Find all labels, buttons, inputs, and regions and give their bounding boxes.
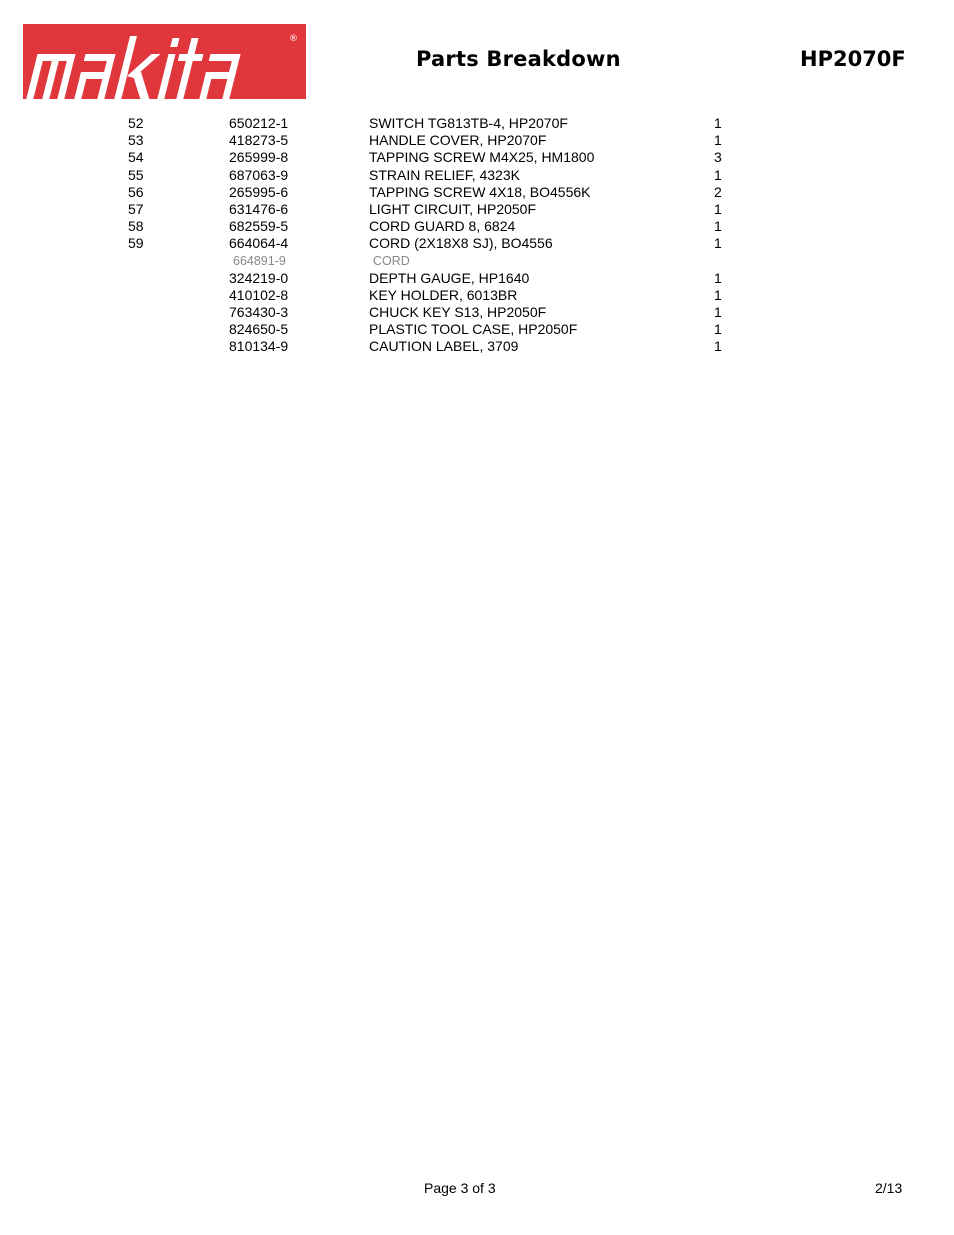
part-number: 664064-4 bbox=[229, 235, 289, 252]
part-description: KEY HOLDER, 6013BR bbox=[369, 286, 518, 303]
table-row bbox=[0, 321, 954, 338]
item-number: 56 bbox=[128, 183, 144, 200]
part-description: TAPPING SCREW M4X25, HM1800 bbox=[369, 149, 595, 166]
quantity: 1 bbox=[714, 166, 722, 183]
part-description: CORD (2X18X8 SJ), BO4556 bbox=[369, 235, 553, 252]
part-number: 324219-0 bbox=[229, 269, 289, 286]
quantity: 1 bbox=[714, 115, 722, 131]
part-description: PLASTIC TOOL CASE, HP2050F bbox=[369, 321, 578, 338]
quantity: 1 bbox=[714, 200, 722, 217]
part-description: LIGHT CIRCUIT, HP2050F bbox=[369, 200, 537, 217]
table-row bbox=[0, 218, 954, 235]
part-number: 410102-8 bbox=[229, 286, 289, 303]
table-row bbox=[0, 167, 954, 184]
table-row bbox=[0, 149, 954, 166]
part-number: 265995-6 bbox=[229, 183, 289, 200]
item-number: 59 bbox=[128, 235, 144, 252]
part-description: HANDLE COVER, HP2070F bbox=[369, 132, 547, 149]
part-number: 682559-5 bbox=[229, 218, 289, 235]
makita-logo bbox=[23, 24, 306, 99]
table-row bbox=[0, 235, 954, 252]
quantity: 1 bbox=[714, 338, 722, 355]
part-number: 631476-6 bbox=[229, 200, 289, 217]
page-title: Parts Breakdown bbox=[416, 47, 621, 71]
part-number: 763430-3 bbox=[229, 304, 289, 321]
part-number: 824650-5 bbox=[229, 321, 289, 338]
part-number: 650212-1 bbox=[229, 115, 289, 131]
item-number: 54 bbox=[128, 149, 144, 166]
quantity: 1 bbox=[714, 132, 722, 149]
part-description: CORD bbox=[373, 253, 410, 268]
item-number: 55 bbox=[128, 166, 144, 183]
quantity: 1 bbox=[714, 269, 722, 286]
part-number: 418273-5 bbox=[229, 132, 289, 149]
quantity: 1 bbox=[714, 235, 722, 252]
makita-logo-icon bbox=[23, 24, 306, 99]
item-number: 58 bbox=[128, 218, 144, 235]
page-number: Page 3 of 3 bbox=[424, 1180, 496, 1196]
table-row bbox=[0, 184, 954, 201]
parts-list bbox=[0, 115, 954, 356]
registered-mark: ® bbox=[289, 34, 298, 44]
table-row bbox=[0, 304, 954, 321]
table-row bbox=[0, 270, 954, 287]
item-number: 57 bbox=[128, 200, 144, 217]
table-row bbox=[0, 287, 954, 304]
part-number: 687063-9 bbox=[229, 166, 289, 183]
part-description: CORD GUARD 8, 6824 bbox=[369, 218, 516, 235]
table-row bbox=[0, 338, 954, 355]
part-description: CAUTION LABEL, 3709 bbox=[369, 338, 519, 355]
part-description: SWITCH TG813TB-4, HP2070F bbox=[369, 115, 568, 131]
quantity: 3 bbox=[714, 149, 722, 166]
model-number: HP2070F bbox=[800, 47, 906, 71]
table-row bbox=[0, 253, 954, 270]
part-number: 810134-9 bbox=[229, 338, 289, 355]
quantity: 2 bbox=[714, 183, 722, 200]
part-description: DEPTH GAUGE, HP1640 bbox=[369, 269, 530, 286]
quantity: 1 bbox=[714, 321, 722, 338]
part-description: TAPPING SCREW 4X18, BO4556K bbox=[369, 183, 591, 200]
item-number: 53 bbox=[128, 132, 144, 149]
revision-date: 2/13 bbox=[875, 1180, 903, 1196]
part-number: 664891-9 bbox=[233, 253, 286, 268]
quantity: 1 bbox=[714, 304, 722, 321]
table-row bbox=[0, 115, 954, 132]
table-row bbox=[0, 201, 954, 218]
part-number: 265999-8 bbox=[229, 149, 289, 166]
part-description: CHUCK KEY S13, HP2050F bbox=[369, 304, 547, 321]
item-number: 52 bbox=[128, 115, 144, 131]
table-row bbox=[0, 132, 954, 149]
quantity: 1 bbox=[714, 286, 722, 303]
quantity: 1 bbox=[714, 218, 722, 235]
part-description: STRAIN RELIEF, 4323K bbox=[369, 166, 520, 183]
